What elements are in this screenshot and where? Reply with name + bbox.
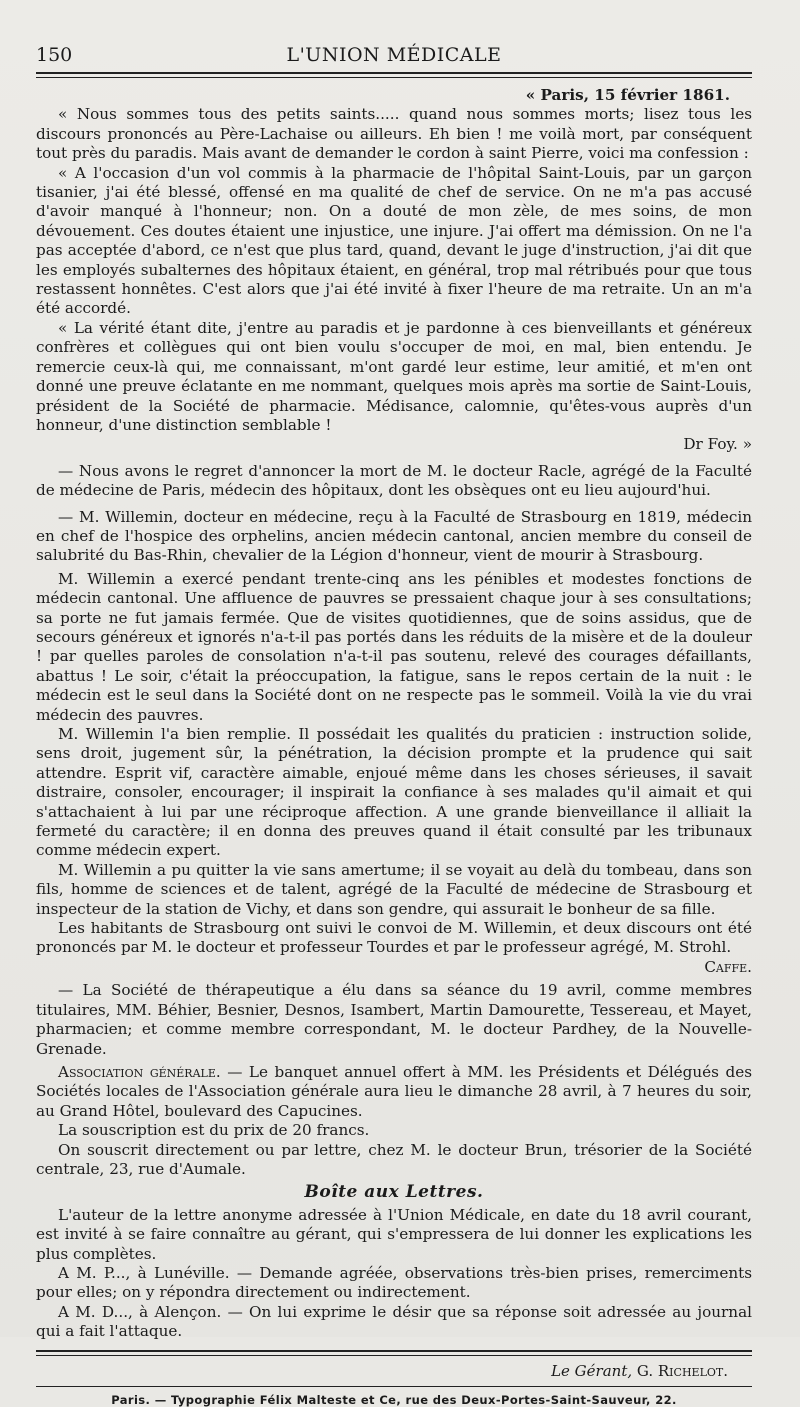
- news-societe: — La Société de thérapeutique a élu dans sa séance du 19 avril, comme membres titulaires, MM. Béhier, Besnier, Desnos, Isambert, Martin Damourette, Tessereau, et Mayet, pharmacien; et comme membre correspondant, M. le docteur Pardhey, de la Nouvelle-Grenade.: [36, 981, 752, 1058]
- news-willemin: M. Willemin l'a bien remplie. Il possédait les qualités du praticien : instruction solide, sens droit, jugement sûr, la pénétration, la décision prompte et la prudence qui sait attendre. Esprit vif, caractère aimable, enjoué même dans les choses sérieuses, il savait distraire, consoler, encourager; il inspirait la confiance à ses malades qu'il aimait et qui s'attachaient à lui par une réciproque affection. A une grande bienveillance il alliait la fermeté du caractère; il en donna des preuves quand il était consulté par les tribunaux comme médecin expert.: [36, 725, 752, 860]
- printer-rule: [36, 1386, 752, 1387]
- running-title: L'UNION MÉDICALE: [286, 44, 502, 66]
- article-body: [36, 86, 752, 1342]
- letters-box-item: A M. P..., à Lunéville. — Demande agréée, observations très-bien prises, remerciments pour elles; on y répondra directement ou indirectement.: [36, 1263, 752, 1302]
- news-willemin: — M. Willemin, docteur en médecine, reçu à la Faculté de Strasbourg en 1819, médecin en chef de l'hospice des orphelins, ancien médecin cantonal, ancien membre du conseil de salubrité du Bas-Rhin, chevalier de la Légion d'honneur, vient de mourir à Strasbourg.: [36, 507, 752, 565]
- letters-box-item: A M. D..., à Alençon. — On lui exprime le désir que sa réponse soit adressée au journal qui a fait l'attaque.: [36, 1302, 752, 1341]
- news-racle: — Nous avons le regret d'annoncer la mort de M. le docteur Racle, agrégé de la Faculté de médecine de Paris, médecin des hôpitaux, dont les obsèques ont eu lieu aujourd'hui.: [36, 461, 752, 500]
- news-souscription: On souscrit directement ou par lettre, chez M. le docteur Brun, trésorier de la Société centrale, 23, rue d'Aumale.: [36, 1140, 752, 1178]
- news-souscription: La souscription est du prix de 20 francs.: [58, 1121, 370, 1140]
- letters-box-item: L'auteur de la lettre anonyme adressée à l'Union Médicale, en date du 18 avril courant, est invité à se faire connaître au gérant, qui s'empressera de lui donner les explications les plus complètes.: [36, 1205, 752, 1263]
- news-association: [36, 1063, 752, 1121]
- header-rule: [36, 72, 752, 78]
- letter-paragraph: « A l'occasion d'un vol commis à la pharmacie de l'hôpital Saint-Louis, par un garçon tisanier, j'ai été blessé, offensé en ma qualité de chef de service. On ne m'a pas accusé d'avoir manqué à l'honneur; non. On a douté de mon zèle, de mes soins, de mon dévouement. Ces doutes étaient une injustice, une injure. J'ai offert ma démission. On ne l'a pas acceptée d'abord, ce n'est que plus tard, quand, devant le juge d'instruction, j'ai dit que les employés subalternes des hôpitaux étaient, en général, trop mal rétribués pour que tous restassent honnêtes. C'est alors que j'ai été invité à fixer l'heure de ma retraite. Un an m'a été accordé.: [36, 163, 752, 318]
- letter-paragraph: [36, 319, 752, 455]
- association-text: — Le banquet annuel offert à MM. les Présidents et Délégués des Sociétés locales de l'Association générale aura lieu le dimanche 28 avril, à 7 heures du soir, au Grand Hôtel, boulevard des Capucines.: [36, 1062, 752, 1120]
- news-willemin: Les habitants de Strasbourg ont suivi le convoi de M. Willemin, et deux discours ont été prononcés par M. le docteur et professeur Tourdes et par le professeur agrégé, M. Strohl.: [36, 919, 752, 957]
- letters-box-title: Boîte aux Lettres.: [304, 1182, 484, 1203]
- page-header: [36, 38, 752, 66]
- news-willemin: M. Willemin a exercé pendant trente-cinq ans les pénibles et modestes fonctions de médecin cantonal. Une affluence de pauvres se pressaient chaque jour à ses consultations; sa porte ne fut jamais fermée. Que de visites quotidiennes, que de soins assidus, que de secours généreux et ignorés n'a-t-il pas portés dans les réduits de la misère et de la douleur ! par quelles paroles de consolation n'a-t-il pas soutenu, relevé des courages défaillants, abattus ! Le soir, c'était la préoccupation, la fatigue, sans le repos certain de la nuit : le médecin est le seul dans la Société dont on ne respecte pas le sommeil. Voilà la vie du vrai médecin des pauvres.: [36, 569, 752, 724]
- manager-label: Le Gérant,: [551, 1361, 633, 1380]
- letter-paragraph: « Nous sommes tous des petits saints..... quand nous sommes morts; lisez tous les discours prononcés au Père-Lachaise ou ailleurs. Eh bien ! me voilà mort, par conséquent tout près du paradis. Mais avant de demander le cordon à saint Pierre, voici ma confession :: [36, 105, 752, 163]
- news-willemin: M. Willemin a pu quitter la vie sans amertume; il se voyait au delà du tombeau, dans son fils, homme de sciences et de talent, agrégé de la Faculté de médecine de Strasbourg et inspecteur de la station de Vichy, et dans son gendre, qui assurait le bonheur de sa fille.: [36, 860, 752, 918]
- page-number: 150: [36, 44, 73, 66]
- printer-imprint: Paris. — Typographie Félix Malteste et Ce, rue des Deux-Portes-Saint-Sauveur, 22.: [111, 1392, 677, 1407]
- news-signature: Caffe.: [704, 957, 752, 976]
- manager-line: [36, 1356, 752, 1386]
- letter-text: « La vérité étant dite, j'entre au paradis et je pardonne à ces bienveillants et généreux confrères et collègues qui ont bien voulu s'occuper de moi, en mal, bien entendu. Je remercie ceux-là qui, me connaissant, m'ont gardé leur estime, leur amitié, et m'en ont donné une preuve éclatante en me nommant, quelques mois après ma sortie de Saint-Louis, président de la Société de pharmacie. Médisance, calomnie, qu'êtes-vous auprès d'un honneur, d'une distinction semblable !: [36, 318, 752, 434]
- association-label: Association générale.: [58, 1062, 221, 1081]
- manager-name: G. Richelot.: [636, 1361, 728, 1380]
- letter-dateline: « Paris, 15 février 1861.: [525, 86, 730, 104]
- letter-signature: Dr Foy. »: [683, 435, 752, 454]
